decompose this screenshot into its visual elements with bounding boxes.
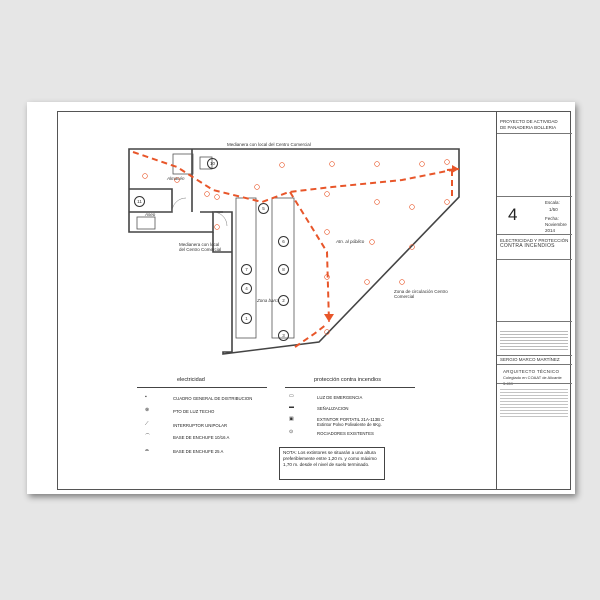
project-line2: DE PANADERIA BOLLERIA [500,125,557,130]
title-block [496,111,571,490]
top-wall-label: Medianera con local del Centro Comercial [227,142,311,147]
scale-value: 1/50 [549,207,558,212]
panel-icon: ▪ [145,394,147,400]
ceiling-light-icon [143,174,148,179]
public-area-label: Atn. al público [336,239,365,244]
ceiling-light-icon [215,195,220,200]
item-7: 7 [241,264,252,275]
ceiling-light-icon [255,185,260,190]
item-1: 1 [241,313,252,324]
legend-item-label: PTO DE LUZ TECHO [173,409,215,414]
legend-item-label: EXTINTOR PORTATIL 21A-113B C [317,417,385,422]
emergency-light-icon: ▭ [289,393,294,399]
date-value: Noviembre 2014 [545,222,567,233]
item-3: 3 [278,330,289,341]
ceiling-light-icon [325,230,330,235]
extinguisher-icon: ▣ [289,416,294,422]
ceiling-light-icon: ⊗ [145,407,150,413]
legal-text-block [500,387,568,419]
legend-item-label: SEÑALIZACION [317,406,349,411]
circulation-label: Zona de circulación Centro Comercial [394,289,448,299]
socket-icon: ⌓ [145,447,149,453]
drawing-title1: ELECTRICIDAD Y PROTECCIÓN [500,238,569,243]
ceiling-light-icon [215,225,220,230]
item-5: 5 [258,203,269,214]
note-box: NOTA: Los extintores se situarán a una altura preferiblemente entre 1,20 m. y como máximo 1,70 m. desde el nivel de suelo terminado. [279,447,385,480]
legend-item-sublabel: Extintor Polvo Polivalente de 6Kg. [317,422,382,427]
item-11: 11 [134,196,145,207]
item-10: 10 [207,158,218,169]
sheet-number: 4 [508,205,518,224]
ceiling-light-icon [410,205,415,210]
legend-item-label: INTERRUPTOR UNIPOLAR [173,423,228,428]
legend-electricity-header: electricidad [177,377,205,383]
floor-plan [27,102,575,494]
item-4: 4 [241,283,252,294]
scale-label: Escala: [545,200,560,205]
ceiling-light-icon [400,280,405,285]
legend-divider [137,387,267,388]
legend-item-label: BASE DE ENCHUFE 10/16 A [173,435,230,440]
address-text-block [500,329,568,351]
switch-icon: ⟋ [145,421,149,427]
ceiling-light-icon [280,163,285,168]
legend-item-label: BASE DE ENCHUFE 25 A [173,449,224,454]
aseo-label: Aseo [145,212,156,217]
ceiling-light-icon [375,200,380,205]
item-6: 6 [278,236,289,247]
ceiling-light-icon [370,240,375,245]
legend-divider [285,387,415,388]
ceiling-light-icon [365,280,370,285]
legend-item-label: CUADRO GENERAL DE DISTRIBUCION [173,396,253,401]
role-title: ARQUITECTO TÉCNICO [503,369,560,374]
drawing-title2: CONTRA INCENDIOS [500,243,555,249]
project-line1: PROYECTO DE ACTIVIDAD [500,119,558,124]
ceiling-light-icon [420,162,425,167]
socket-icon: ⌒ [145,434,151,440]
author-name: SERGIO MARCO MARTÍNEZ [500,357,560,362]
signage-icon: ▬ [289,404,294,410]
sprinkler-icon: ⊙ [289,429,294,435]
ceiling-light-icon [445,160,450,165]
ceiling-light-icon [375,162,380,167]
legend-item-label: LUZ DE EMERGENCIA [317,395,363,400]
ceiling-light-icon [205,192,210,197]
left-wall-label: Medianera con local del Centro Comercial [179,242,222,252]
role-subtitle: Colegiado en COAAT de Alicante 3.459 [503,375,562,386]
legend-item-label: ROCIADORES EXISTENTES [317,431,374,436]
item-2: 2 [278,295,289,306]
almacen-label: Almacén [167,176,185,181]
zona-barra-label: Zona barra [257,298,280,303]
item-8: 8 [278,264,289,275]
ceiling-light-icon [325,192,330,197]
ceiling-light-icon [330,162,335,167]
drawing-sheet [27,102,575,494]
ceiling-light-icon [445,200,450,205]
date-label: Fecha: [545,216,559,221]
legend-fire-header: protección contra incendios [314,377,381,383]
